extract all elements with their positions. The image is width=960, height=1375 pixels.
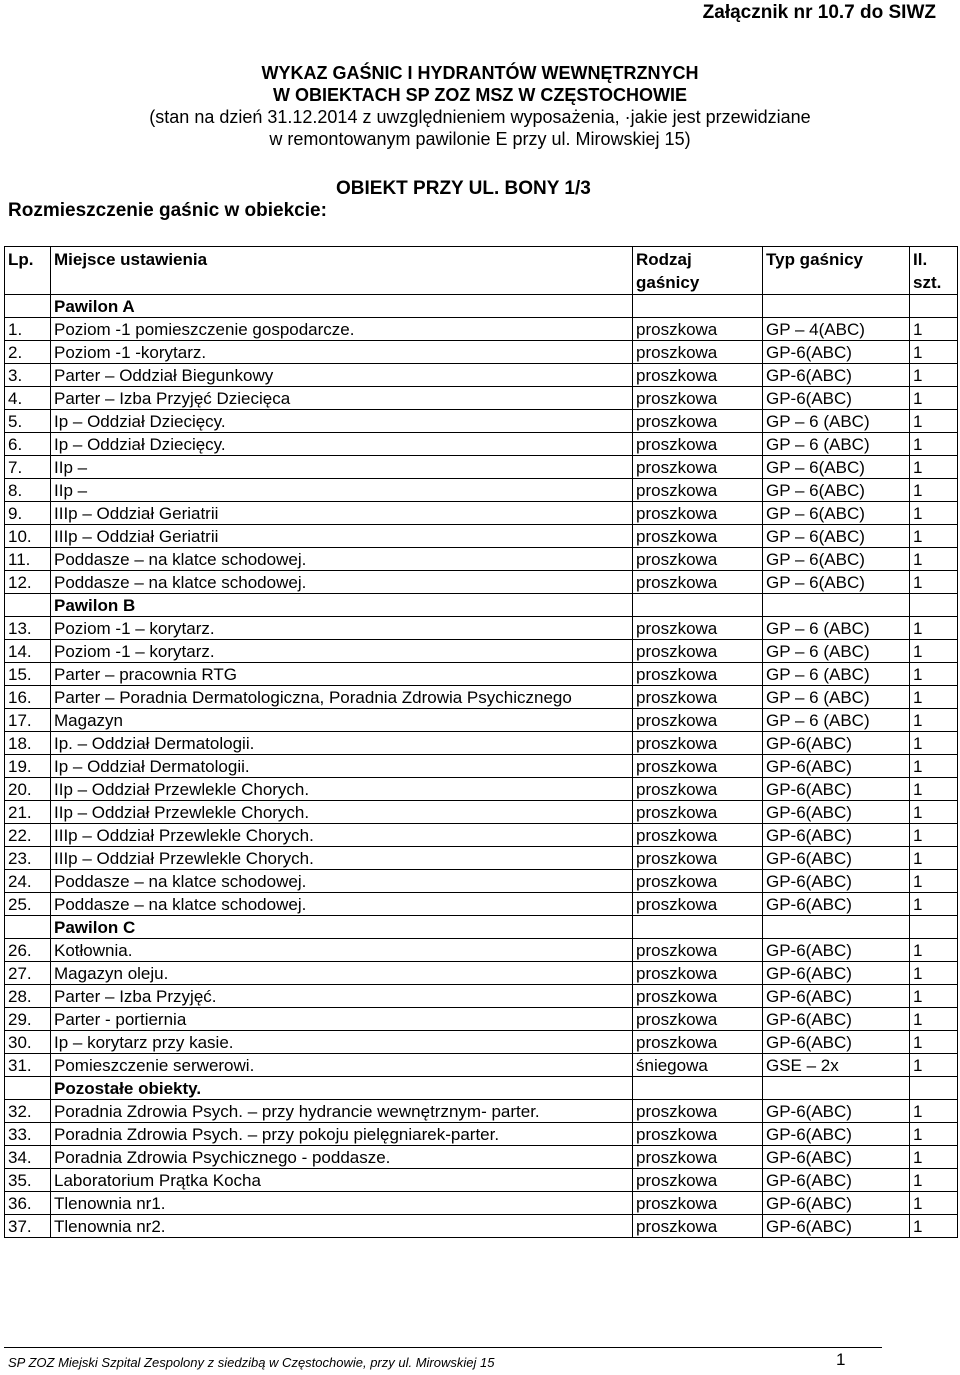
table-row: [5, 456, 958, 479]
table-header-row: [5, 247, 958, 295]
empty-cell: [910, 916, 958, 939]
cell-kind: proszkowa: [633, 318, 763, 341]
cell-qty: 1: [910, 1008, 958, 1031]
cell-qty: 1: [910, 755, 958, 778]
cell-location: IIIp – Oddział Geriatrii: [51, 502, 633, 525]
header-kind-line-1: Rodzaj: [636, 250, 692, 269]
empty-cell: [910, 1077, 958, 1100]
cell-location: Poziom -1 – korytarz.: [51, 640, 633, 663]
table-row: [5, 801, 958, 824]
cell-location: Parter – Poradnia Dermatologiczna, Poradnia Zdrowia Psychicznego: [51, 686, 633, 709]
cell-kind: proszkowa: [633, 548, 763, 571]
cell-qty: 1: [910, 433, 958, 456]
cell-lp: 35.: [5, 1169, 51, 1192]
cell-kind: proszkowa: [633, 870, 763, 893]
header-qty-line-2: szt.: [913, 273, 942, 292]
cell-type: GP – 6 (ABC): [763, 709, 910, 732]
cell-kind: proszkowa: [633, 410, 763, 433]
cell-lp: 10.: [5, 525, 51, 548]
cell-type: GP-6(ABC): [763, 755, 910, 778]
section-label: Pawilon A: [51, 295, 633, 318]
cell-lp: 24.: [5, 870, 51, 893]
cell-lp: 3.: [5, 364, 51, 387]
cell-location: IIIp – Oddział Przewlekle Chorych.: [51, 824, 633, 847]
cell-location: Ip – korytarz przy kasie.: [51, 1031, 633, 1054]
cell-location: IIIp – Oddział Geriatrii: [51, 525, 633, 548]
table-row: [5, 1054, 958, 1077]
cell-lp: 13.: [5, 617, 51, 640]
table-row: [5, 1146, 958, 1169]
cell-type: GP-6(ABC): [763, 847, 910, 870]
empty-cell: [633, 1077, 763, 1100]
header-kind-line-2: gaśnicy: [636, 273, 700, 292]
cell-kind: proszkowa: [633, 1008, 763, 1031]
cell-kind: proszkowa: [633, 939, 763, 962]
table-row: [5, 617, 958, 640]
cell-kind: śniegowa: [633, 1054, 763, 1077]
cell-lp: 34.: [5, 1146, 51, 1169]
section-row: [5, 594, 958, 617]
cell-kind: proszkowa: [633, 801, 763, 824]
table-row: [5, 870, 958, 893]
cell-lp: 6.: [5, 433, 51, 456]
empty-cell: [763, 295, 910, 318]
cell-location: IIp – Oddział Przewlekle Chorych.: [51, 778, 633, 801]
table-row: [5, 479, 958, 502]
cell-kind: proszkowa: [633, 663, 763, 686]
cell-location: Poradnia Zdrowia Psych. – przy hydrancie wewnętrznym- parter.: [51, 1100, 633, 1123]
empty-cell: [910, 594, 958, 617]
cell-type: GP-6(ABC): [763, 1146, 910, 1169]
cell-qty: 1: [910, 893, 958, 916]
cell-kind: proszkowa: [633, 1123, 763, 1146]
cell-lp: 11.: [5, 548, 51, 571]
cell-kind: proszkowa: [633, 686, 763, 709]
object-heading: OBIEKT PRZY UL. BONY 1/3: [336, 178, 591, 199]
cell-lp: 2.: [5, 341, 51, 364]
cell-type: GP – 6(ABC): [763, 479, 910, 502]
cell-type: GP-6(ABC): [763, 1008, 910, 1031]
extinguisher-table: [4, 246, 958, 1238]
cell-type: GP – 6 (ABC): [763, 640, 910, 663]
cell-qty: 1: [910, 456, 958, 479]
cell-type: GP-6(ABC): [763, 732, 910, 755]
cell-location: Magazyn oleju.: [51, 962, 633, 985]
cell-location: Ip. – Oddział Dermatologii.: [51, 732, 633, 755]
empty-cell: [5, 916, 51, 939]
cell-kind: proszkowa: [633, 893, 763, 916]
section-label: Pawilon B: [51, 594, 633, 617]
cell-kind: proszkowa: [633, 341, 763, 364]
cell-type: GP-6(ABC): [763, 341, 910, 364]
cell-location: Ip – Oddział Dziecięcy.: [51, 433, 633, 456]
cell-location: IIp –: [51, 479, 633, 502]
section-label: Pawilon C: [51, 916, 633, 939]
cell-type: GP – 6(ABC): [763, 525, 910, 548]
cell-lp: 29.: [5, 1008, 51, 1031]
table-row: [5, 939, 958, 962]
document-title: [0, 62, 960, 150]
empty-cell: [5, 594, 51, 617]
cell-location: Pomieszczenie serwerowi.: [51, 1054, 633, 1077]
cell-location: Poddasze – na klatce schodowej.: [51, 870, 633, 893]
cell-lp: 33.: [5, 1123, 51, 1146]
cell-kind: proszkowa: [633, 571, 763, 594]
table-body: [5, 295, 958, 1238]
header-location: Miejsce ustawienia: [51, 247, 633, 295]
cell-location: Magazyn: [51, 709, 633, 732]
cell-type: GP-6(ABC): [763, 1031, 910, 1054]
cell-location: Poddasze – na klatce schodowej.: [51, 548, 633, 571]
cell-type: GP – 6(ABC): [763, 456, 910, 479]
table-row: [5, 525, 958, 548]
cell-kind: proszkowa: [633, 824, 763, 847]
cell-type: GP-6(ABC): [763, 1192, 910, 1215]
cell-lp: 14.: [5, 640, 51, 663]
cell-kind: proszkowa: [633, 525, 763, 548]
cell-type: GP – 6 (ABC): [763, 686, 910, 709]
cell-lp: 26.: [5, 939, 51, 962]
cell-kind: proszkowa: [633, 617, 763, 640]
table-row: [5, 387, 958, 410]
cell-qty: 1: [910, 1031, 958, 1054]
cell-qty: 1: [910, 1123, 958, 1146]
cell-qty: 1: [910, 341, 958, 364]
cell-location: Tlenownia nr2.: [51, 1215, 633, 1238]
cell-qty: 1: [910, 1215, 958, 1238]
cell-location: Ip – Oddział Dermatologii.: [51, 755, 633, 778]
cell-type: GP-6(ABC): [763, 364, 910, 387]
empty-cell: [763, 1077, 910, 1100]
cell-location: Poradnia Zdrowia Psychicznego - poddasze.: [51, 1146, 633, 1169]
cell-lp: 36.: [5, 1192, 51, 1215]
cell-lp: 15.: [5, 663, 51, 686]
cell-qty: 1: [910, 548, 958, 571]
cell-qty: 1: [910, 732, 958, 755]
table-row: [5, 433, 958, 456]
cell-lp: 1.: [5, 318, 51, 341]
cell-type: GSE – 2x: [763, 1054, 910, 1077]
table-row: [5, 1123, 958, 1146]
cell-lp: 32.: [5, 1100, 51, 1123]
cell-location: Poradnia Zdrowia Psych. – przy pokoju pielęgniarek-parter.: [51, 1123, 633, 1146]
table-row: [5, 755, 958, 778]
table-row: [5, 571, 958, 594]
empty-cell: [633, 916, 763, 939]
table-row: [5, 1100, 958, 1123]
cell-type: GP – 6(ABC): [763, 502, 910, 525]
cell-location: IIIp – Oddział Przewlekle Chorych.: [51, 847, 633, 870]
cell-location: Poddasze – na klatce schodowej.: [51, 571, 633, 594]
cell-type: GP – 6 (ABC): [763, 617, 910, 640]
table-row: [5, 502, 958, 525]
cell-kind: proszkowa: [633, 1146, 763, 1169]
header-type: Typ gaśnicy: [763, 247, 910, 295]
cell-location: IIp – Oddział Przewlekle Chorych.: [51, 801, 633, 824]
table-row: [5, 893, 958, 916]
cell-type: GP – 6 (ABC): [763, 663, 910, 686]
cell-qty: 1: [910, 663, 958, 686]
page-number: 1: [836, 1350, 846, 1369]
table-row: [5, 732, 958, 755]
table-row: [5, 1192, 958, 1215]
cell-lp: 17.: [5, 709, 51, 732]
cell-location: Kotłownia.: [51, 939, 633, 962]
cell-kind: proszkowa: [633, 1031, 763, 1054]
cell-kind: proszkowa: [633, 732, 763, 755]
cell-type: GP-6(ABC): [763, 893, 910, 916]
cell-type: GP-6(ABC): [763, 801, 910, 824]
cell-type: GP – 6 (ABC): [763, 433, 910, 456]
cell-qty: 1: [910, 962, 958, 985]
cell-qty: 1: [910, 571, 958, 594]
cell-kind: proszkowa: [633, 364, 763, 387]
cell-lp: 27.: [5, 962, 51, 985]
table-row: [5, 663, 958, 686]
cell-type: GP-6(ABC): [763, 1123, 910, 1146]
table-row: [5, 1008, 958, 1031]
cell-qty: 1: [910, 387, 958, 410]
cell-qty: 1: [910, 985, 958, 1008]
table-row: [5, 364, 958, 387]
cell-lp: 30.: [5, 1031, 51, 1054]
cell-kind: proszkowa: [633, 755, 763, 778]
cell-location: Parter – Izba Przyjęć.: [51, 985, 633, 1008]
cell-location: Parter – Oddział Biegunkowy: [51, 364, 633, 387]
cell-qty: 1: [910, 709, 958, 732]
cell-lp: 9.: [5, 502, 51, 525]
empty-cell: [633, 295, 763, 318]
cell-type: GP-6(ABC): [763, 1100, 910, 1123]
cell-qty: 1: [910, 318, 958, 341]
cell-lp: 12.: [5, 571, 51, 594]
cell-qty: 1: [910, 1192, 958, 1215]
cell-qty: 1: [910, 778, 958, 801]
placement-heading: Rozmieszczenie gaśnic w obiekcie:: [8, 200, 327, 221]
cell-lp: 8.: [5, 479, 51, 502]
cell-type: GP-6(ABC): [763, 939, 910, 962]
cell-qty: 1: [910, 939, 958, 962]
table-row: [5, 341, 958, 364]
cell-lp: 25.: [5, 893, 51, 916]
table-row: [5, 709, 958, 732]
cell-qty: 1: [910, 870, 958, 893]
cell-lp: 21.: [5, 801, 51, 824]
cell-lp: 7.: [5, 456, 51, 479]
cell-location: Parter - portiernia: [51, 1008, 633, 1031]
section-row: [5, 1077, 958, 1100]
cell-lp: 18.: [5, 732, 51, 755]
annex-label: Załącznik nr 10.7 do SIWZ: [702, 2, 936, 23]
table-row: [5, 1169, 958, 1192]
table-row: [5, 985, 958, 1008]
cell-type: GP-6(ABC): [763, 824, 910, 847]
cell-kind: proszkowa: [633, 1192, 763, 1215]
cell-qty: 1: [910, 801, 958, 824]
cell-lp: 31.: [5, 1054, 51, 1077]
cell-type: GP-6(ABC): [763, 1169, 910, 1192]
cell-qty: 1: [910, 502, 958, 525]
header-kind: [633, 247, 763, 295]
empty-cell: [5, 295, 51, 318]
cell-location: Parter – Izba Przyjęć Dziecięca: [51, 387, 633, 410]
subtitle-line-1: (stan na dzień 31.12.2014 z uwzględnieniem wyposażenia, ·jakie jest przewidziane: [149, 107, 811, 127]
table-row: [5, 778, 958, 801]
title-line-1: WYKAZ GAŚNIC I HYDRANTÓW WEWNĘTRZNYCH: [261, 63, 699, 83]
cell-type: GP-6(ABC): [763, 962, 910, 985]
table-row: [5, 640, 958, 663]
cell-kind: proszkowa: [633, 778, 763, 801]
cell-qty: 1: [910, 479, 958, 502]
cell-kind: proszkowa: [633, 962, 763, 985]
footer-text: SP ZOZ Miejski Szpital Zespolony z siedzibą w Częstochowie, przy ul. Mirowskiej 15: [8, 1355, 495, 1370]
table-row: [5, 847, 958, 870]
section-label: Pozostałe obiekty.: [51, 1077, 633, 1100]
cell-qty: 1: [910, 1169, 958, 1192]
table-row: [5, 318, 958, 341]
cell-type: GP-6(ABC): [763, 778, 910, 801]
cell-type: GP – 6(ABC): [763, 548, 910, 571]
cell-location: Tlenownia nr1.: [51, 1192, 633, 1215]
table-row: [5, 548, 958, 571]
cell-type: GP-6(ABC): [763, 985, 910, 1008]
cell-qty: 1: [910, 1146, 958, 1169]
cell-kind: proszkowa: [633, 709, 763, 732]
subtitle-line-2: w remontowanym pawilonie E przy ul. Mirowskiej 15): [269, 129, 691, 149]
cell-qty: 1: [910, 1054, 958, 1077]
table-row: [5, 824, 958, 847]
empty-cell: [910, 295, 958, 318]
cell-kind: proszkowa: [633, 387, 763, 410]
cell-lp: 22.: [5, 824, 51, 847]
cell-kind: proszkowa: [633, 1169, 763, 1192]
empty-cell: [5, 1077, 51, 1100]
table-row: [5, 410, 958, 433]
cell-kind: proszkowa: [633, 502, 763, 525]
cell-lp: 19.: [5, 755, 51, 778]
cell-location: Poddasze – na klatce schodowej.: [51, 893, 633, 916]
section-row: [5, 916, 958, 939]
cell-qty: 1: [910, 617, 958, 640]
cell-lp: 20.: [5, 778, 51, 801]
empty-cell: [763, 916, 910, 939]
table-row: [5, 962, 958, 985]
cell-lp: 16.: [5, 686, 51, 709]
cell-lp: 4.: [5, 387, 51, 410]
empty-cell: [763, 594, 910, 617]
cell-qty: 1: [910, 1100, 958, 1123]
cell-lp: 28.: [5, 985, 51, 1008]
cell-qty: 1: [910, 410, 958, 433]
cell-qty: 1: [910, 640, 958, 663]
cell-location: Laboratorium Prątka Kocha: [51, 1169, 633, 1192]
cell-location: Poziom -1 – korytarz.: [51, 617, 633, 640]
table-row: [5, 686, 958, 709]
cell-location: Poziom -1 -korytarz.: [51, 341, 633, 364]
cell-kind: proszkowa: [633, 640, 763, 663]
header-qty-line-1: Il.: [913, 250, 928, 269]
header-qty: [910, 247, 958, 295]
cell-kind: proszkowa: [633, 985, 763, 1008]
table-row: [5, 1215, 958, 1238]
cell-qty: 1: [910, 686, 958, 709]
cell-lp: 37.: [5, 1215, 51, 1238]
cell-qty: 1: [910, 824, 958, 847]
section-row: [5, 295, 958, 318]
title-line-2: W OBIEKTACH SP ZOZ MSZ W CZĘSTOCHOWIE: [273, 85, 687, 105]
cell-kind: proszkowa: [633, 479, 763, 502]
cell-kind: proszkowa: [633, 847, 763, 870]
cell-kind: proszkowa: [633, 433, 763, 456]
cell-kind: proszkowa: [633, 1100, 763, 1123]
cell-qty: 1: [910, 364, 958, 387]
cell-lp: 23.: [5, 847, 51, 870]
cell-type: GP-6(ABC): [763, 1215, 910, 1238]
footer-divider: [4, 1347, 882, 1348]
table-row: [5, 1031, 958, 1054]
cell-type: GP – 6(ABC): [763, 571, 910, 594]
cell-type: GP-6(ABC): [763, 870, 910, 893]
empty-cell: [633, 594, 763, 617]
cell-type: GP – 6 (ABC): [763, 410, 910, 433]
cell-type: GP-6(ABC): [763, 387, 910, 410]
cell-location: Poziom -1 pomieszczenie gospodarcze.: [51, 318, 633, 341]
cell-qty: 1: [910, 847, 958, 870]
cell-type: GP – 4(ABC): [763, 318, 910, 341]
cell-location: IIp –: [51, 456, 633, 479]
cell-kind: proszkowa: [633, 1215, 763, 1238]
cell-lp: 5.: [5, 410, 51, 433]
cell-location: Ip – Oddział Dziecięcy.: [51, 410, 633, 433]
cell-location: Parter – pracownia RTG: [51, 663, 633, 686]
cell-qty: 1: [910, 525, 958, 548]
header-lp: Lp.: [5, 247, 51, 295]
cell-kind: proszkowa: [633, 456, 763, 479]
